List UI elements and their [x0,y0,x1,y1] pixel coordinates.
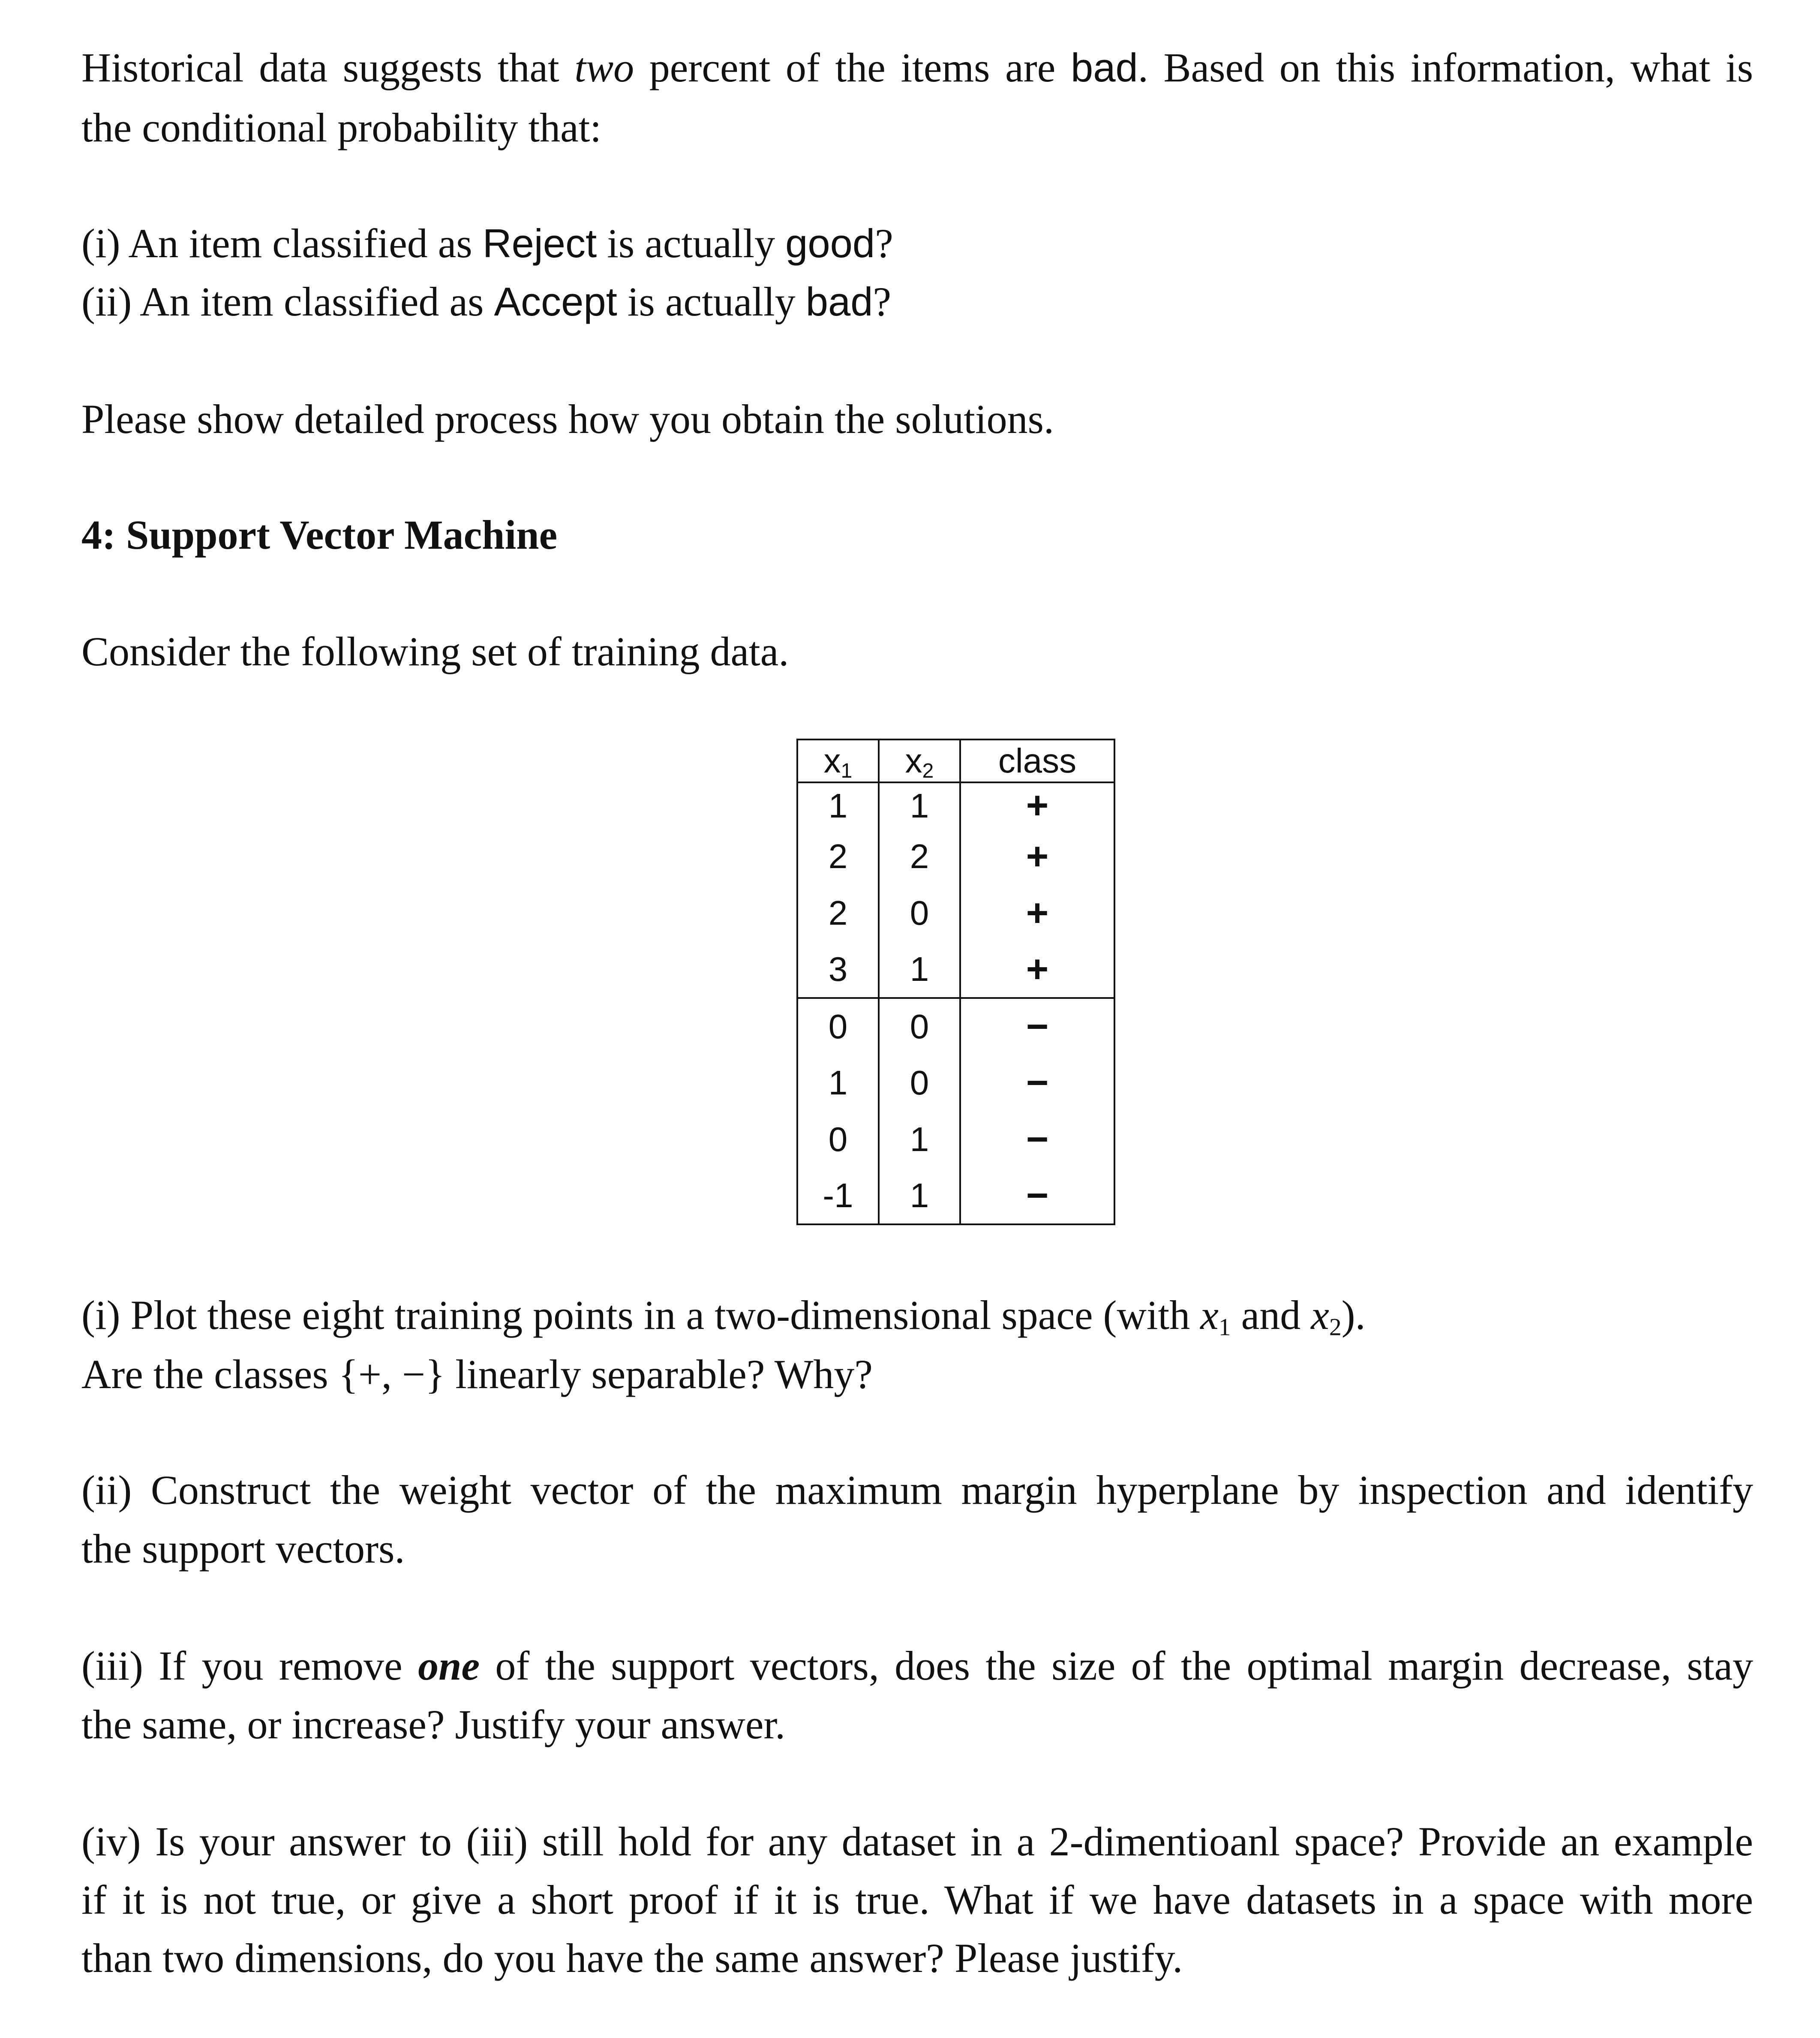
table-row [797,1055,1114,1111]
table-row [797,1111,1114,1168]
cell-class: + [960,828,1114,885]
part-iv-line-2: if it is not true, or give a short proof if it is true. What if we have datasets in a space with more [81,1877,1753,1923]
table-header-row [797,739,1114,782]
cell-class: + [960,782,1114,828]
text-span: (i) Plot these eight training points in a two-dimensional space (with [81,1292,1201,1338]
cell-x2: 2 [879,828,960,885]
var-x: x [1311,1292,1329,1338]
cell-x2: 0 [879,885,960,941]
text-span: ? [875,220,893,266]
part-ii-line-1: (ii) Construct the weight vector of the maximum margin hyperplane by inspection and identify [81,1467,1753,1513]
cell-x2: 0 [879,1055,960,1111]
cell-x1: 1 [797,1055,879,1111]
header-x2 [879,739,960,782]
part-iii-line-1 [81,1643,1754,1689]
term-bad: bad [1071,45,1138,90]
cell-x1: 0 [797,998,879,1055]
term-good: good [785,221,875,266]
training-data-table [796,739,1115,1225]
part-iv-line-3: than two dimensions, do you have the same answer? Please justify. [81,1935,1183,1981]
text-span: (i) An item classified as [81,220,483,266]
section-heading: 4: Support Vector Machine [81,512,558,558]
text-span: (ii) An item classified as [81,279,494,325]
cell-class: − [960,1055,1114,1111]
part-i-line-2: Are the classes {+, −} linearly separable? Why? [81,1351,873,1397]
intro-line-1 [81,47,1753,88]
emphasis-one: one [418,1643,480,1689]
text-span: . Based on this information, what is [1138,45,1754,90]
term-reject: Reject [482,221,597,266]
cell-x1: 3 [797,941,879,998]
term-bad: bad [805,279,873,324]
instruction-text: Please show detailed process how you obtain the solutions. [81,396,1054,442]
cell-x1: 2 [797,828,879,885]
header-subscript: 1 [841,760,853,782]
subscript: 2 [1329,1314,1342,1341]
table-row [797,782,1114,828]
text-span: and [1231,1292,1311,1338]
cell-class: + [960,941,1114,998]
table-row [797,828,1114,885]
cell-x2: 1 [879,1168,960,1224]
question-ii [81,279,892,325]
text-span: ? [873,279,892,325]
part-iii-line-2: the same, or increase? Justify your answer. [81,1701,786,1747]
question-i [81,220,893,266]
part-ii-line-2: the support vectors. [81,1526,405,1572]
header-class: class [960,739,1114,782]
emphasis-two: two [574,45,634,90]
cell-class: − [960,1111,1114,1168]
cell-x2: 1 [879,782,960,828]
cell-x1: 2 [797,885,879,941]
cell-x2: 1 [879,1111,960,1168]
term-accept: Accept [494,279,617,324]
header-subscript: 2 [922,760,934,782]
part-i-line-1 [81,1292,1366,1341]
var-x: x [1200,1292,1219,1338]
header-var: x [905,742,922,780]
header-var: x [823,742,841,780]
cell-x1: 0 [797,1111,879,1168]
table-row [797,998,1114,1055]
cell-class: + [960,885,1114,941]
intro-line-2: the conditional probability that: [81,105,602,150]
cell-x2: 1 [879,941,960,998]
subscript: 1 [1218,1314,1231,1341]
cell-class: − [960,1168,1114,1224]
text-span: Historical data suggests that [81,45,575,90]
cell-x2: 0 [879,998,960,1055]
text-span: is actually [597,220,786,266]
table-row [797,885,1114,941]
text-span: is actually [617,279,806,325]
text-span: ). [1341,1292,1366,1338]
part-iv-line-1: (iv) Is your answer to (iii) still hold for any dataset in a 2-dimentioanl space? Provide an example [81,1819,1753,1864]
text-span: of the support vectors, does the size of the optimal margin decrease, stay [480,1643,1754,1689]
cell-x1: -1 [797,1168,879,1224]
cell-x1: 1 [797,782,879,828]
table-row [797,1168,1114,1224]
table-row [797,941,1114,998]
text-span: percent of the items are [634,45,1071,90]
text-span: (iii) If you remove [81,1643,418,1689]
cell-class: − [960,998,1114,1055]
section-lead: Consider the following set of training data. [81,628,789,674]
header-x1 [797,739,879,782]
